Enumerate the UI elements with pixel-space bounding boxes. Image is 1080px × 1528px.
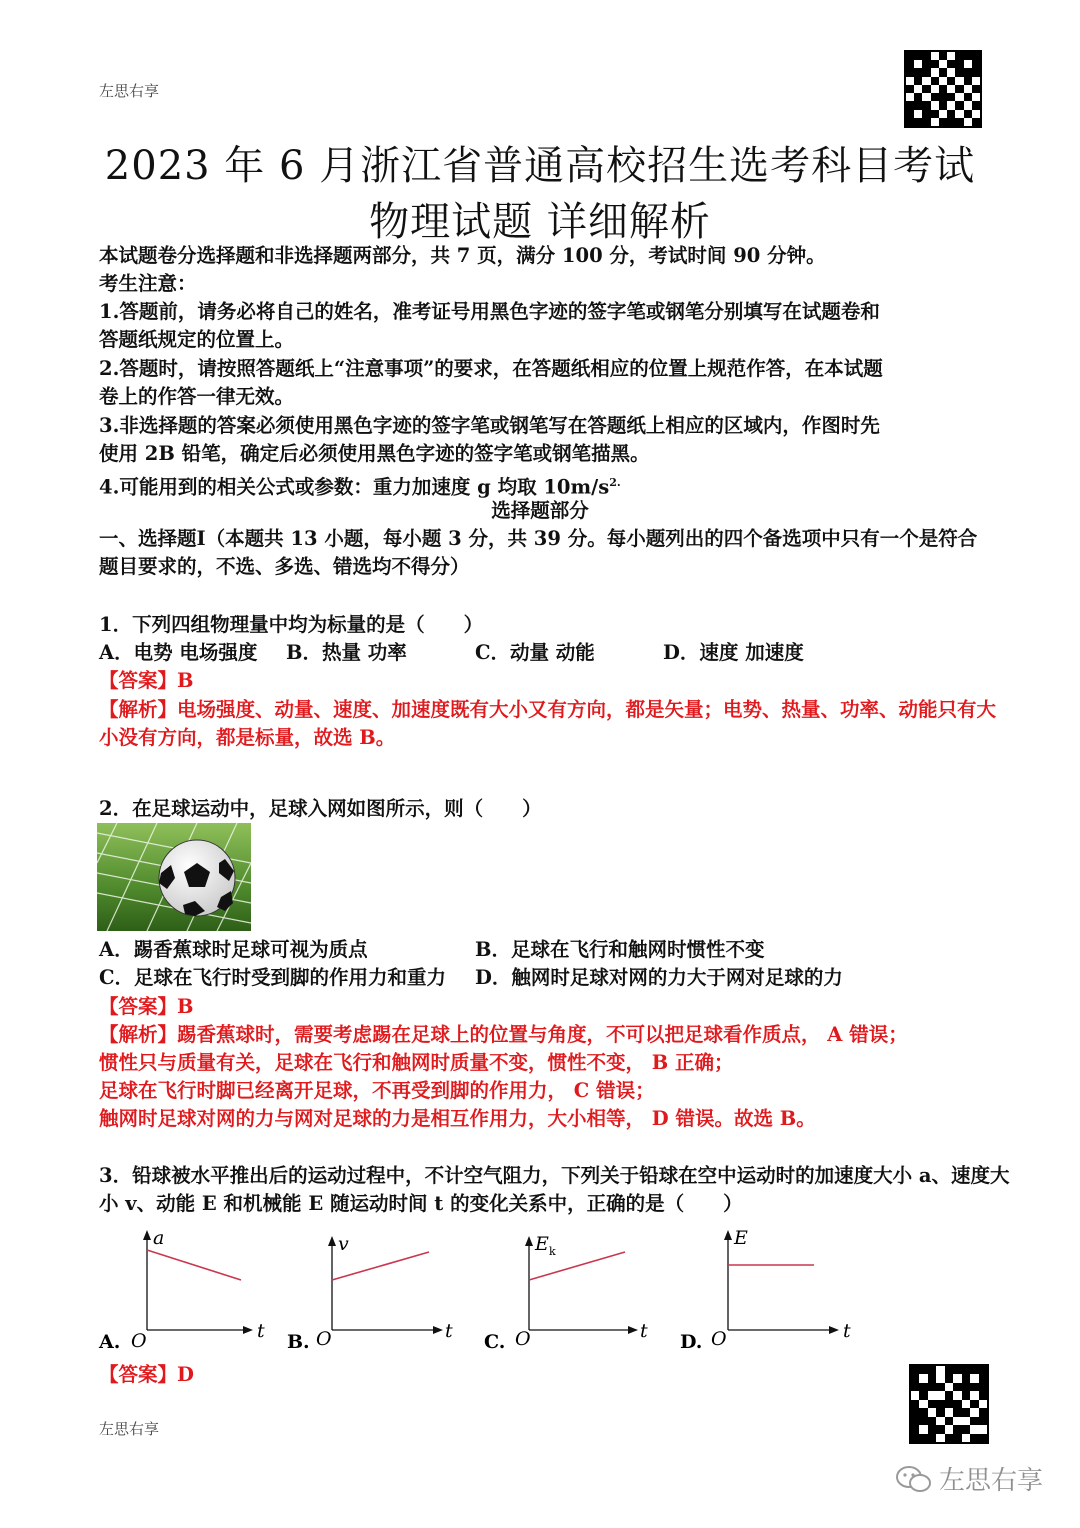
graph-b-y-arrow	[328, 1236, 336, 1246]
graph-d-origin: O	[711, 1328, 727, 1350]
notice-3a: 3.非选择题的答案必须使用黑色字迹的签字笔或钢笔写在答题纸上相应的区域内，作图时先	[99, 414, 880, 437]
notice-4-sup: 2.	[609, 476, 621, 489]
q3-stem-2: 小 v、动能 E 和机械能 E 随运动时间 t 的变化关系中，正确的是（ ）	[99, 1192, 743, 1215]
qr-code-bottom	[909, 1364, 989, 1444]
graph-b-ylabel: v	[338, 1233, 349, 1255]
wechat-icon	[895, 1464, 933, 1494]
graph-c-xlabel: t	[640, 1320, 648, 1342]
wechat-name: 左思右享	[939, 1466, 1044, 1496]
q1-answer: 【答案】B	[99, 669, 194, 692]
graph-b	[285, 1228, 465, 1362]
graph-a-xlabel: t	[257, 1320, 265, 1342]
notice-1b: 答题纸规定的位置上。	[99, 328, 295, 351]
qr-code-top	[904, 50, 982, 128]
page-title: 2023 年 6 月浙江省普通高校招生选考科目考试	[104, 143, 976, 189]
q1-analysis-1: 【解析】电场强度、动量、速度、加速度既有大小又有方向，都是矢量；电势、热量、功率、动能只有大	[99, 698, 997, 721]
graph-d-xlabel: t	[843, 1320, 851, 1342]
graph-b-option: B.	[287, 1331, 310, 1353]
graph-c-origin: O	[515, 1328, 531, 1350]
part1-line1: 一、选择题Ⅰ（本题共 13 小题，每小题 3 分，共 39 分。每小题列出的四个备选项中只有一个是符合	[99, 527, 978, 550]
footer-text: 左思右享	[99, 1420, 160, 1438]
graph-a	[97, 1228, 277, 1362]
graph-b-xlabel: t	[445, 1320, 453, 1342]
q1-stem: 1．下列四组物理量中均为标量的是（ ）	[99, 613, 484, 636]
graph-c-option: C.	[484, 1331, 506, 1353]
graph-d-x-arrow	[829, 1326, 839, 1334]
q1-option-b: B．热量 功率	[286, 641, 407, 664]
graph-b-line	[332, 1252, 429, 1280]
notice-3b: 使用 2B 铅笔，确定后必须使用黑色字迹的签字笔或钢笔描黑。	[99, 442, 650, 465]
graph-c-x-arrow	[628, 1326, 638, 1334]
wechat-watermark	[895, 1460, 1043, 1497]
intro-line: 本试题卷分选择题和非选择题两部分，共 7 页，满分 100 分，考试时间 90 分钟。	[99, 244, 826, 267]
graph-a-x-arrow	[243, 1326, 253, 1334]
notice-1a: 1.答题前，请务必将自己的姓名，准考证号用黑色字迹的签字笔或钢笔分别填写在试题卷和	[99, 300, 880, 323]
graph-c-y-arrow	[525, 1236, 533, 1246]
q3-answer: 【答案】D	[99, 1363, 194, 1386]
graph-b-origin: O	[316, 1328, 332, 1350]
graph-c-ylabel: E	[535, 1233, 549, 1255]
graph-a-origin: O	[131, 1330, 147, 1352]
header-text: 左思右享	[99, 82, 160, 100]
q2-analysis-3: 足球在飞行时脚已经离开足球，不再受到脚的作用力， C 错误；	[99, 1079, 655, 1102]
q1-analysis-2: 小没有方向，都是标量，故选 B。	[99, 726, 396, 749]
graph-d-option: D.	[680, 1331, 703, 1353]
graph-d-y-arrow	[724, 1230, 732, 1240]
q2-option-c: C．足球在飞行时受到脚的作用力和重力	[99, 966, 447, 989]
graph-a-y-arrow	[143, 1230, 151, 1240]
q1-option-c: C．动量 动能	[475, 641, 595, 664]
graph-b-x-arrow	[433, 1326, 443, 1334]
q2-analysis-2: 惯性只与质量有关，足球在飞行和触网时质量不变，惯性不变， B 正确；	[99, 1051, 734, 1074]
soccer-ball-image	[97, 823, 251, 931]
q2-stem: 2．在足球运动中，足球入网如图所示，则（ ）	[99, 797, 542, 820]
graph-d	[678, 1228, 858, 1362]
page-subtitle: 物理试题 详细解析	[369, 199, 711, 245]
graph-c-line	[529, 1252, 625, 1280]
notice-2b: 卷上的作答一律无效。	[99, 385, 295, 408]
q2-option-b: B．足球在飞行和触网时惯性不变	[475, 938, 765, 961]
section-heading: 选择题部分	[491, 499, 589, 522]
graph-a-option: A.	[99, 1331, 121, 1353]
graph-a-line	[147, 1250, 241, 1280]
q2-option-d: D．触网时足球对网的力大于网对足球的力	[475, 966, 843, 989]
notice-2a: 2.答题时，请按照答题纸上“注意事项”的要求，在答题纸相应的位置上规范作答，在本试题	[99, 357, 883, 380]
q2-answer: 【答案】B	[99, 995, 194, 1018]
graph-c	[482, 1228, 662, 1362]
part1-line2: 题目要求的，不选、多选、错选均不得分）	[99, 555, 470, 578]
q2-analysis-1: 【解析】踢香蕉球时，需要考虑踢在足球上的位置与角度，不可以把足球看作质点， A 错误；	[99, 1023, 908, 1046]
q2-option-a: A．踢香蕉球时足球可视为质点	[99, 938, 368, 961]
notice-title: 考生注意：	[99, 272, 197, 295]
graph-c-ylabel-sub: k	[549, 1245, 556, 1258]
q1-option-a: A．电势 电场强度	[99, 641, 258, 664]
q3-stem-1: 3．铅球被水平推出后的运动过程中，不计空气阻力，下列关于铅球在空中运动时的加速度大小 a、速度大	[99, 1164, 1010, 1187]
q2-analysis-4: 触网时足球对网的力与网对足球的力是相互作用力，大小相等， D 错误。故选 B。	[99, 1107, 816, 1130]
graph-a-ylabel: a	[153, 1227, 165, 1249]
q1-option-d: D．速度 加速度	[663, 641, 804, 664]
notice-4-text: 4.可能用到的相关公式或参数：重力加速度 g 均取 10m/s	[99, 475, 610, 499]
graph-d-ylabel: E	[734, 1227, 748, 1249]
